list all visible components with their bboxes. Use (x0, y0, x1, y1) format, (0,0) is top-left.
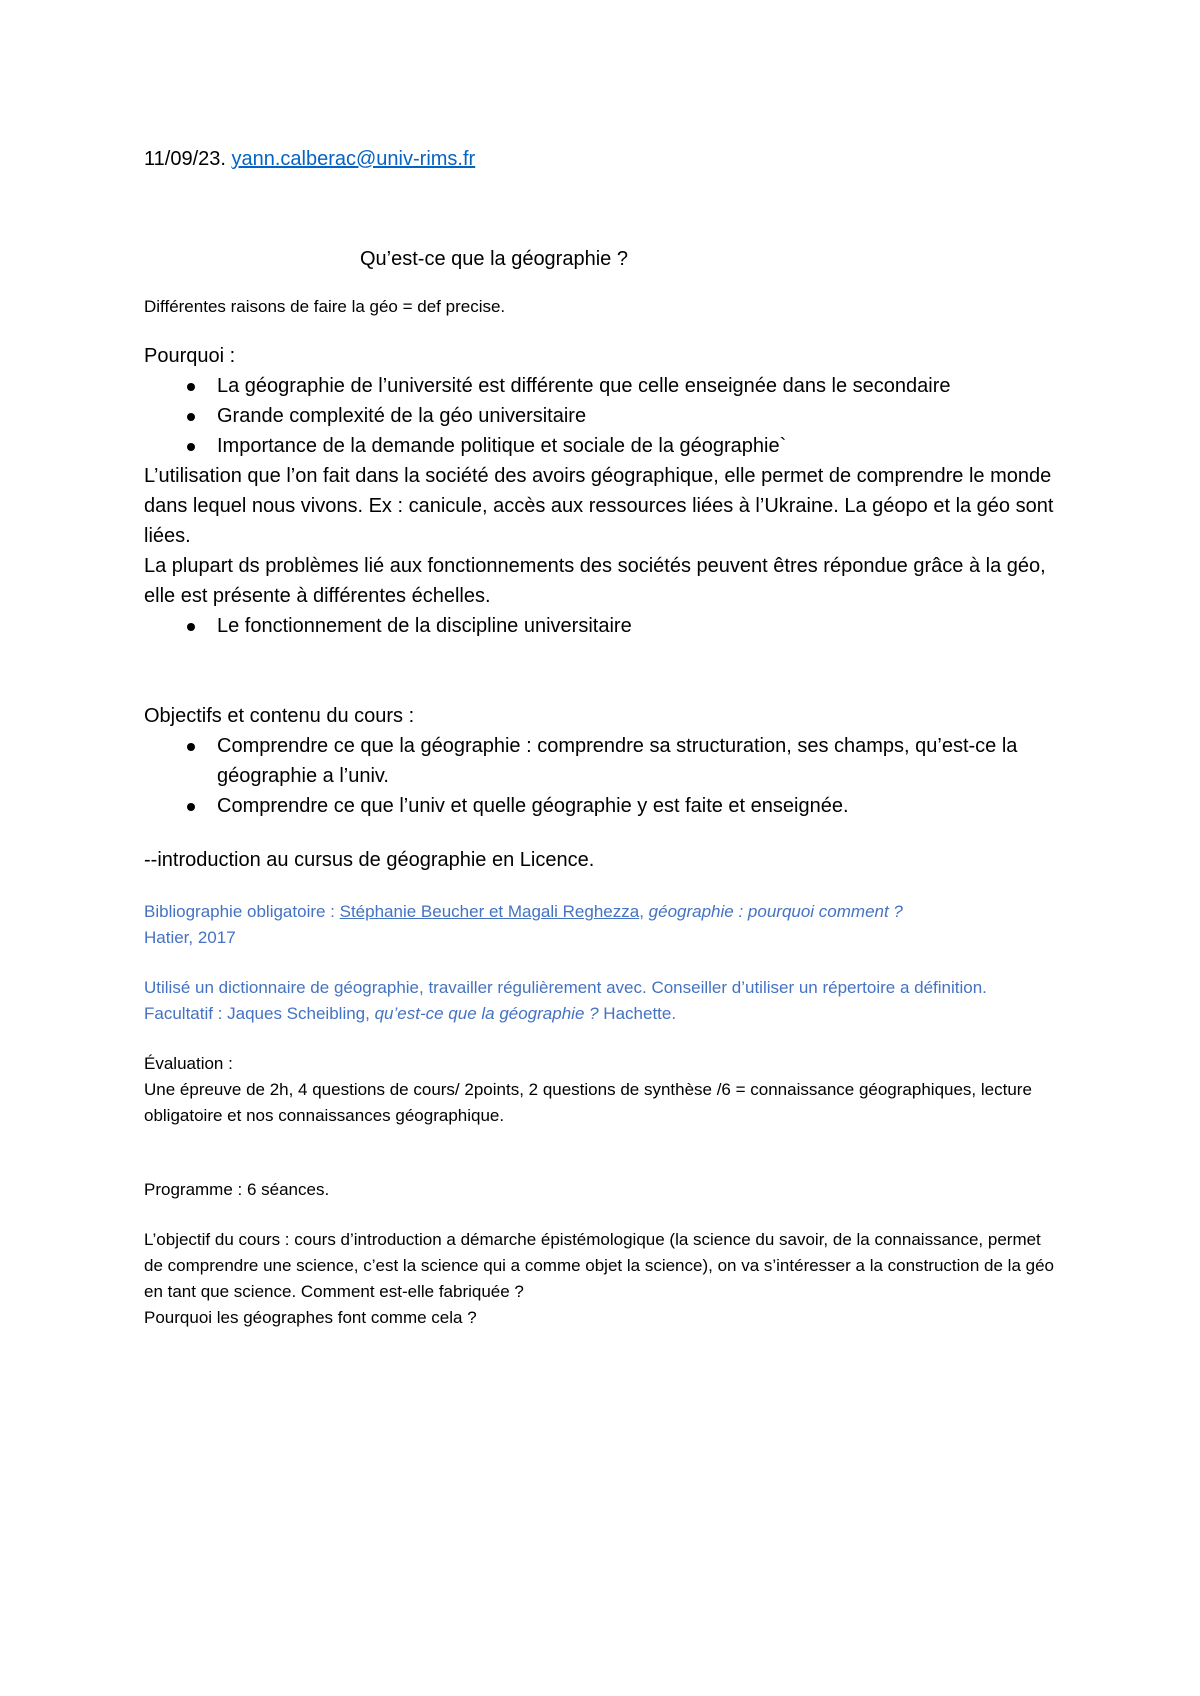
list-item: Le fonctionnement de la discipline universitaire (144, 611, 1064, 641)
email-link[interactable]: yann.calberac@univ-rims.fr (231, 148, 476, 170)
document-content (144, 144, 1064, 1331)
bullet-icon (187, 803, 195, 811)
objectifs-list (144, 731, 1064, 821)
list-item: La géographie de l’université est différente que celle enseignée dans le secondaire (144, 371, 1064, 401)
biblio-authors: Stéphanie Beucher et Magali Reghezza (339, 902, 640, 921)
evaluation-text: Une épreuve de 2h, 4 questions de cours/ 2points, 2 questions de synthèse /6 = connaissance géographiques, lecture obligatoire et nos connaissances géographique. (144, 1080, 1032, 1125)
list-item: Grande complexité de la géo universitaire (144, 401, 1064, 431)
header-line (144, 144, 1064, 174)
biblio-paragraph: Bibliographie obligatoire : Stéphanie Beucher et Magali Reghezza, géographie : pourquoi comment ? Hatier, 2017 (144, 902, 903, 947)
pourquoi-list (144, 371, 1064, 461)
intro-text: Différentes raisons de faire la géo = def precise. (144, 297, 506, 316)
list-item: Comprendre ce que l’univ et quelle géographie y est faite et enseignée. (144, 791, 1064, 821)
list-item: Importance de la demande politique et sociale de la géographie` (144, 431, 1064, 461)
pourquoi-paragraph-2: La plupart ds problèmes lié aux fonctionnements des sociétés peuvent êtres répondue grâce à la géo, elle est présente à différentes échelles. (144, 555, 1046, 607)
page-title: Qu’est-ce que la géographie ? (360, 248, 628, 270)
bullet-icon (187, 413, 195, 421)
bullet-icon (187, 743, 195, 751)
objectifs-heading: Objectifs et contenu du cours : (144, 705, 415, 727)
objectif-cours-text: L’objectif du cours : cours d’introduction a démarche épistémologique (la science du savoir, de la connaissance, permet de comprendre une science, c’est la science qui a comme objet la science), on va s’intéresser a la construction de la géo en tant que science. Comment est-elle fabriquée ? (144, 1230, 1054, 1301)
bullet-icon (187, 443, 195, 451)
bullet-icon (187, 623, 195, 631)
facultatif-book: qu’est-ce que la géographie ? (374, 1004, 599, 1023)
pourquoi-paragraph-1: L’utilisation que l’on fait dans la société des avoirs géographique, elle permet de comprendre le monde dans lequel nous vivons. Ex : canicule, accès aux ressources liées à l’Ukraine. La géopo et la géo sont liées. (144, 465, 1054, 547)
biblio-label: Bibliographie obligatoire : (144, 902, 340, 921)
dictionnaire-text: Utilisé un dictionnaire de géographie, travailler régulièrement avec. Conseiller d’utiliser un répertoire a définition. (144, 978, 987, 997)
biblio-book: géographie : pourquoi comment ? (648, 902, 903, 921)
evaluation-heading: Évaluation : (144, 1054, 233, 1073)
bullet-icon (187, 383, 195, 391)
facultatif-text: Facultatif : Jaques Scheibling, qu’est-ce que la géographie ? Hachette. (144, 1004, 677, 1023)
biblio-publisher: Hatier, 2017 (144, 928, 236, 947)
pourquoi-heading: Pourquoi : (144, 345, 236, 367)
pourquoi-list-2 (144, 611, 1064, 641)
programme-text: Programme : 6 séances. (144, 1180, 330, 1199)
intro-cursus: --introduction au cursus de géographie en Licence. (144, 849, 595, 871)
header-date: 11/09/23. (144, 148, 232, 170)
objectif-cours-question: Pourquoi les géographes font comme cela ? (144, 1308, 477, 1327)
list-item: Comprendre ce que la géographie : comprendre sa structuration, ses champs, qu’est-ce la géographie a l’univ. (144, 731, 1064, 791)
